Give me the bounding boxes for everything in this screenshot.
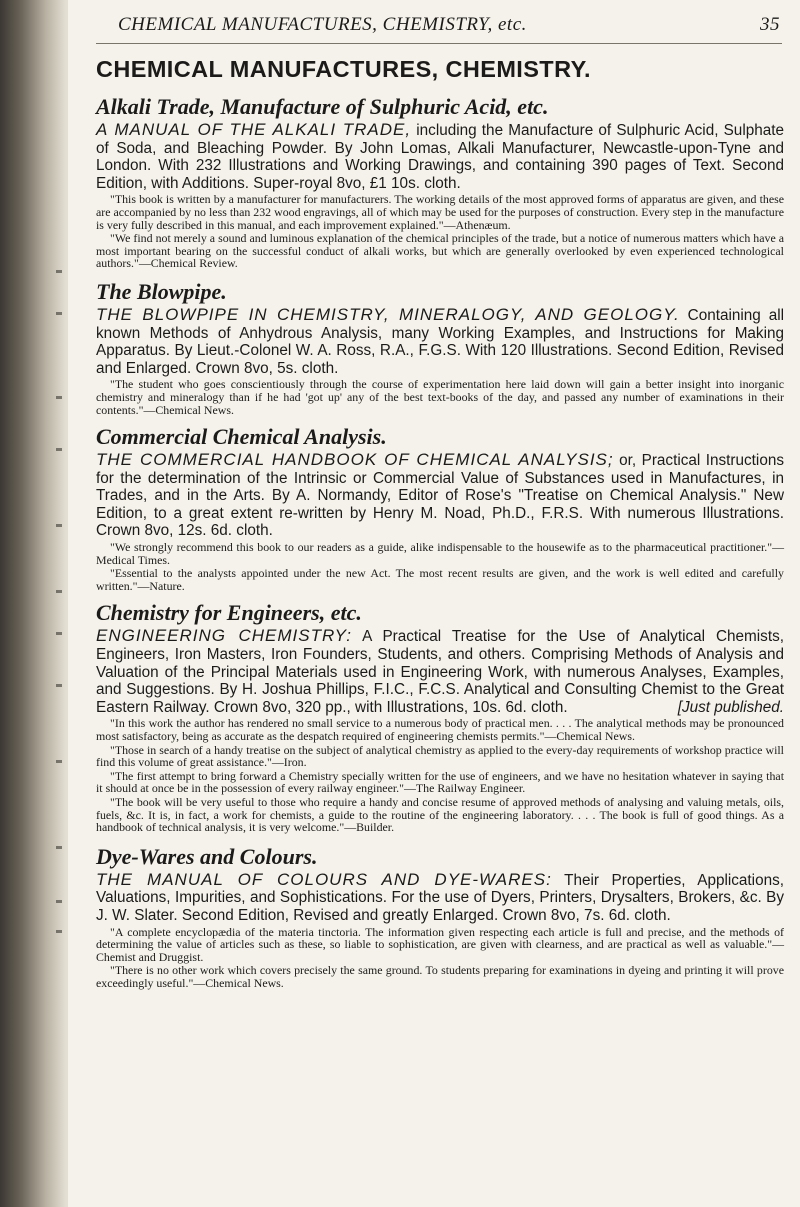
book-title: THE COMMERCIAL HANDBOOK OF CHEMICAL ANALYSIS; (96, 450, 614, 470)
book-title: ENGINEERING CHEMISTRY: (96, 626, 353, 646)
review-quote: "We find not merely a sound and luminous explanation of the chemical principles of the trade, but a notice of numerous matters which have a most important bearing on the successful conduct of alkali works, but which are generally overlooked by even experienced technological authors."—Chemical Review. (96, 231, 784, 271)
page-number: 35 (760, 14, 780, 35)
section-engineering-chemistry (96, 600, 784, 833)
review-quote: "There is no other work which covers precisely the same ground. To students preparing for examinations in dyeing and printing it will prove exceedingly useful."—Chemical News. (96, 963, 784, 990)
page-title: CHEMICAL MANUFACTURES, CHEMISTRY. (96, 56, 591, 82)
book-title: A MANUAL OF THE ALKALI TRADE, (96, 120, 412, 139)
book-details: or, Practical Instructions for the determination of the Intrinsic or Commercial Value of Substances used in Manufactures, in Trades, and in the Arts. By A. Normandy, Editor of Rose's "Treatise on Chemical Analysis." New Edition, to a great extent re-written by Henry M. Noad, Ph.D., F.R.S. With numerous Illustrations. Crown 8vo, 12s. 6d. cloth. (96, 452, 784, 540)
review-quote: "This book is written by a manufacturer for manufacturers. The working details of the most approved forms of apparatus are given, and these are accompanied by no less than 232 wood engravings, all of which may be used for the purposes of construction. Every step in the manufacture is very fully described in this manual, and each improvement explained."—Athenæum. (96, 192, 784, 232)
book-details: Their Properties, Applications, Valuations, Impurities, and Sophistications. For the use of Dyers, Printers, Drysalters, Brokers, &c. By J. W. Slater. Second Edition, Revised and greatly Enlarged. Crown 8vo, 7s. 6d. cloth. (96, 871, 784, 924)
book-description (96, 871, 784, 925)
book-details: Containing all known Methods of Anhydrous Analysis, many Working Examples, and Instructions for Making Apparatus. By Lieut.-Colonel W. A. Ross, R.A., F.G.S. With 120 Illustrations. Second Edition, Revised and Enlarged. Crown 8vo, 5s. cloth. (96, 306, 784, 377)
catalogue-content (96, 94, 784, 990)
review-quote: "Those in search of a handy treatise on the subject of analytical chemistry as applied to the every-day requirements of workshop practice will find this volume of great assistance."—Iron. (96, 742, 784, 770)
review-quote: "In this work the author has rendered no small service to a numerous body of practical men. . . . The analytical methods may be pronounced most satisfactory, being as accurate as the despatch required of engineering chemists permits."—Chemical News. (96, 716, 784, 743)
book-details: including the Manufacture of Sulphuric Acid, Sulphate of Soda, and Bleaching Powder. By John Lomas, Alkali Manufacturer, Newcastle-upon-Tyne and London. With 232 Illustrations and Working Drawings, and containing 390 pages of Text. Second Edition, with Additions. Super-royal 8vo, £1 10s. cloth. (96, 122, 784, 192)
section-heading: The Blowpipe. (96, 278, 227, 304)
book-description (96, 451, 784, 540)
section-heading: Dye-Wares and Colours. (96, 843, 318, 869)
book-title: THE BLOWPIPE IN CHEMISTRY, MINERALOGY, AND GEOLOGY. (96, 304, 680, 324)
book-description (96, 306, 784, 377)
review-quote: "Essential to the analysts appointed under the new Act. The most recent results are given, and the work is well edited and carefully written."—Nature. (96, 566, 784, 593)
section-commercial-analysis (96, 424, 784, 592)
section-blowpipe (96, 279, 784, 416)
section-alkali-trade (96, 94, 784, 270)
running-head (118, 14, 780, 36)
section-heading: Chemistry for Engineers, etc. (96, 600, 362, 626)
review-quote: "The first attempt to bring forward a Chemistry specially written for the use of engineers, and we have no hesitation whatever in saying that it should at once be in the possession of every railway engineer."—The Railway Engineer. (96, 768, 784, 796)
review-quote: "The student who goes conscientiously through the course of experimentation here laid down will gain a better insight into inorganic chemistry and mineralogy than if he had 'got up' any of the best text-books of the day, and passed any number of examinations in their contents."—Chemical News. (96, 377, 784, 417)
review-quote: "A complete encyclopædia of the materia tinctoria. The information given respecting each article is full and precise, and the methods of determining the value of articles such as these, so liable to sophistication, are given with clearness, and are practical as well as valuable."—Chemist and Druggist. (96, 924, 784, 964)
review-quote: "The book will be very useful to those who require a handy and concise resume of approved methods of analysing and valuing metals, oils, fuels, &c. It is, in fact, a work for chemists, a guide to the routine of the engineering laboratory. . . . The book is full of good things. As a handbook of technical analysis, it is very welcome."—Builder. (96, 794, 784, 835)
header-rule (96, 43, 782, 44)
book-description (96, 627, 784, 716)
book-spine-shadow (0, 0, 68, 1207)
running-head-title: CHEMICAL MANUFACTURES, CHEMISTRY, etc. (118, 14, 527, 35)
book-title: THE MANUAL OF COLOURS AND DYE-WARES: (96, 869, 552, 889)
review-quote: "We strongly recommend this book to our readers as a guide, alike indispensable to the housewife as to the pharmaceutical practitioner."—Medical Times. (96, 540, 784, 567)
section-dye-wares (96, 844, 784, 990)
book-details: A Practical Treatise for the Use of Analytical Chemists, Engineers, Iron Masters, Iron Founders, Students, and others. Comprising Methods of Analysis and Valuation of the Principal Materials used in Engineering Work, with numerous Analyses, Examples, and Suggestions. By H. Joshua Phillips, F.I.C., F.C.S. Analytical and Consulting Chemist to the Great Eastern Railway. Crown 8vo, 320 pp., with Illustrations, 10s. 6d. cloth. (96, 628, 784, 716)
just-published-note: [Just published. (677, 698, 784, 716)
section-heading: Alkali Trade, Manufacture of Sulphuric Acid, etc. (96, 94, 549, 119)
section-heading: Commercial Chemical Analysis. (96, 424, 387, 450)
book-description (96, 121, 784, 192)
